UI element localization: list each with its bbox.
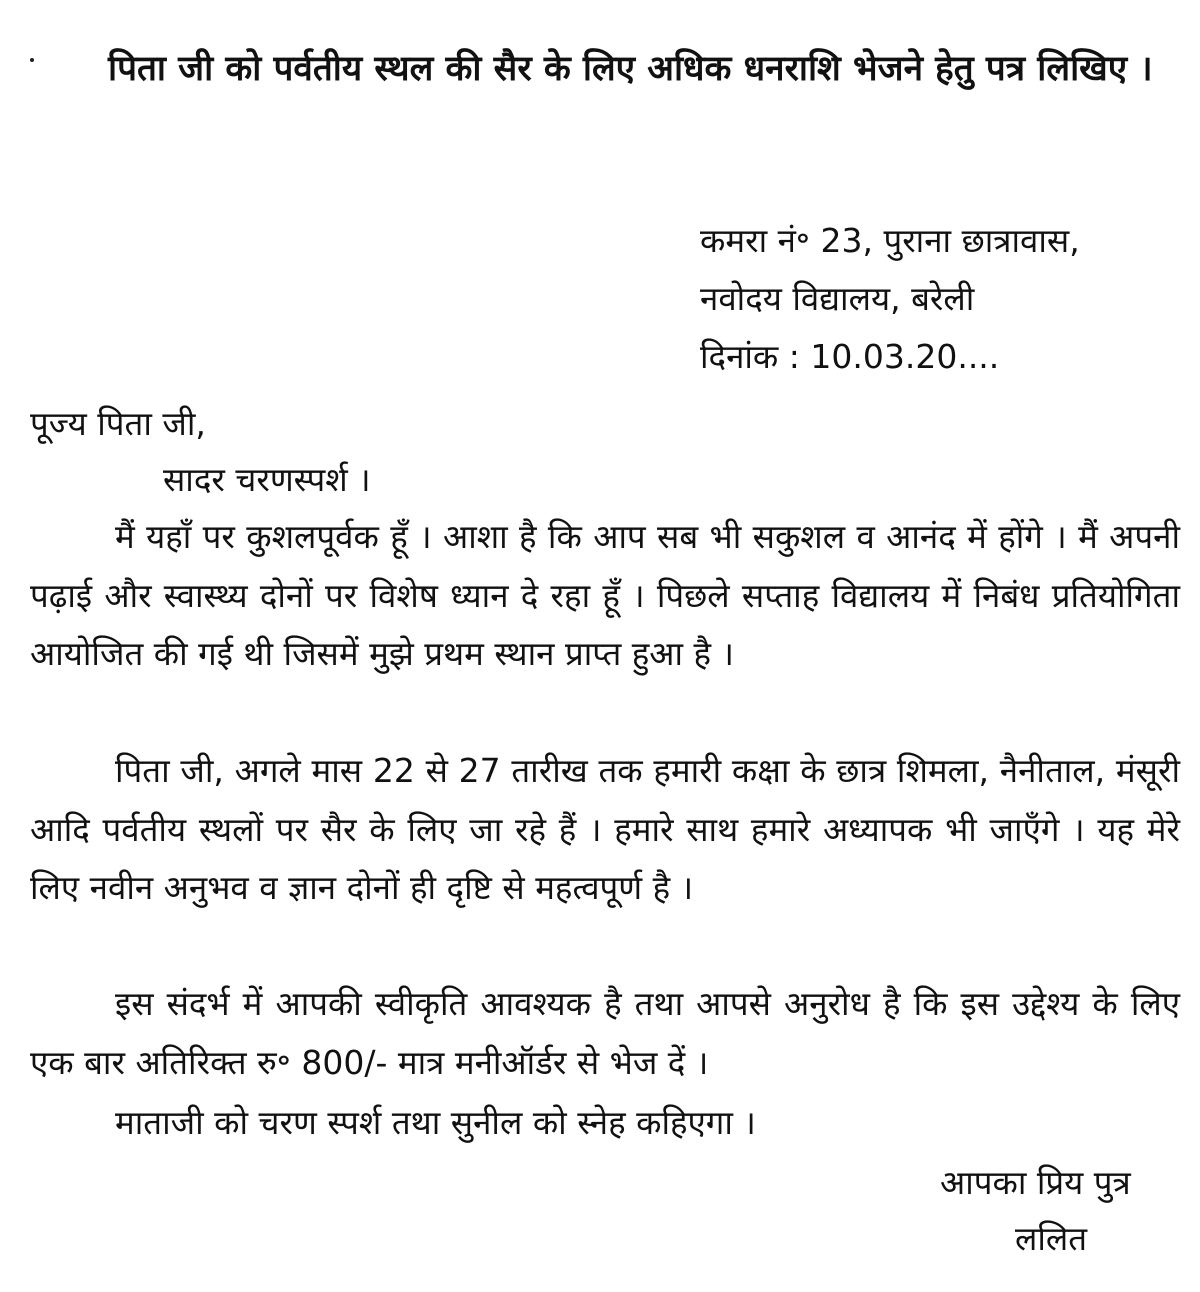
address-line-room: कमरा नं॰ 23, पुराना छात्रावास, (700, 221, 1080, 260)
signature-name: ललित (1015, 1219, 1088, 1258)
letter-prompt-title: पिता जी को पर्वतीय स्थल की सैर के लिए अधिक धनराशि भेजने हेतु पत्र लिखिए । (108, 49, 1153, 89)
address-line-school: नवोदय विद्यालय, बरेली (700, 279, 975, 318)
greeting: सादर चरणस्पर्श । (163, 460, 371, 499)
scan-speck (30, 58, 34, 62)
paragraph-request: इस संदर्भ में आपकी स्वीकृति आवश्यक है तथा आपसे अनुरोध है कि इस उद्देश्य के लिए एक बार अतिरिक्त रु॰ 800/- मात्र मनीऑर्डर से भेज दें । (30, 984, 1180, 1082)
paragraph-trip: पिता जी, अगले मास 22 से 27 तारीख तक हमारी कक्षा के छात्र शिमला, नैनीताल, मंसूरी आदि पर्वतीय स्थलों पर सैर के लिए जा रहे हैं । हमारे साथ हमारे अध्यापक भी जाएँगे । यह मेरे लिए नवीन अनुभव व ज्ञान दोनों ही दृष्टि से महत्वपूर्ण है । (30, 751, 1180, 907)
salutation: पूज्य पिता जी, (30, 404, 206, 443)
letter-date: दिनांक : 10.03.20.... (700, 337, 1000, 376)
paragraph-regards: माताजी को चरण स्पर्श तथा सुनील को स्नेह कहिएगा । (115, 1103, 756, 1142)
paragraph-wellbeing: मैं यहाँ पर कुशलपूर्वक हूँ । आशा है कि आप सब भी सकुशल व आनंद में होंगे । मैं अपनी पढ़ाई और स्वास्थ्य दोनों पर विशेष ध्यान दे रहा हूँ । पिछले सप्ताह विद्यालय में निबंध प्रतियोगिता आयोजित की गई थी जिसमें मुझे प्रथम स्थान प्राप्त हुआ है । (30, 517, 1180, 673)
closing-phrase: आपका प्रिय पुत्र (940, 1163, 1131, 1202)
sender-address-block (700, 212, 1180, 386)
